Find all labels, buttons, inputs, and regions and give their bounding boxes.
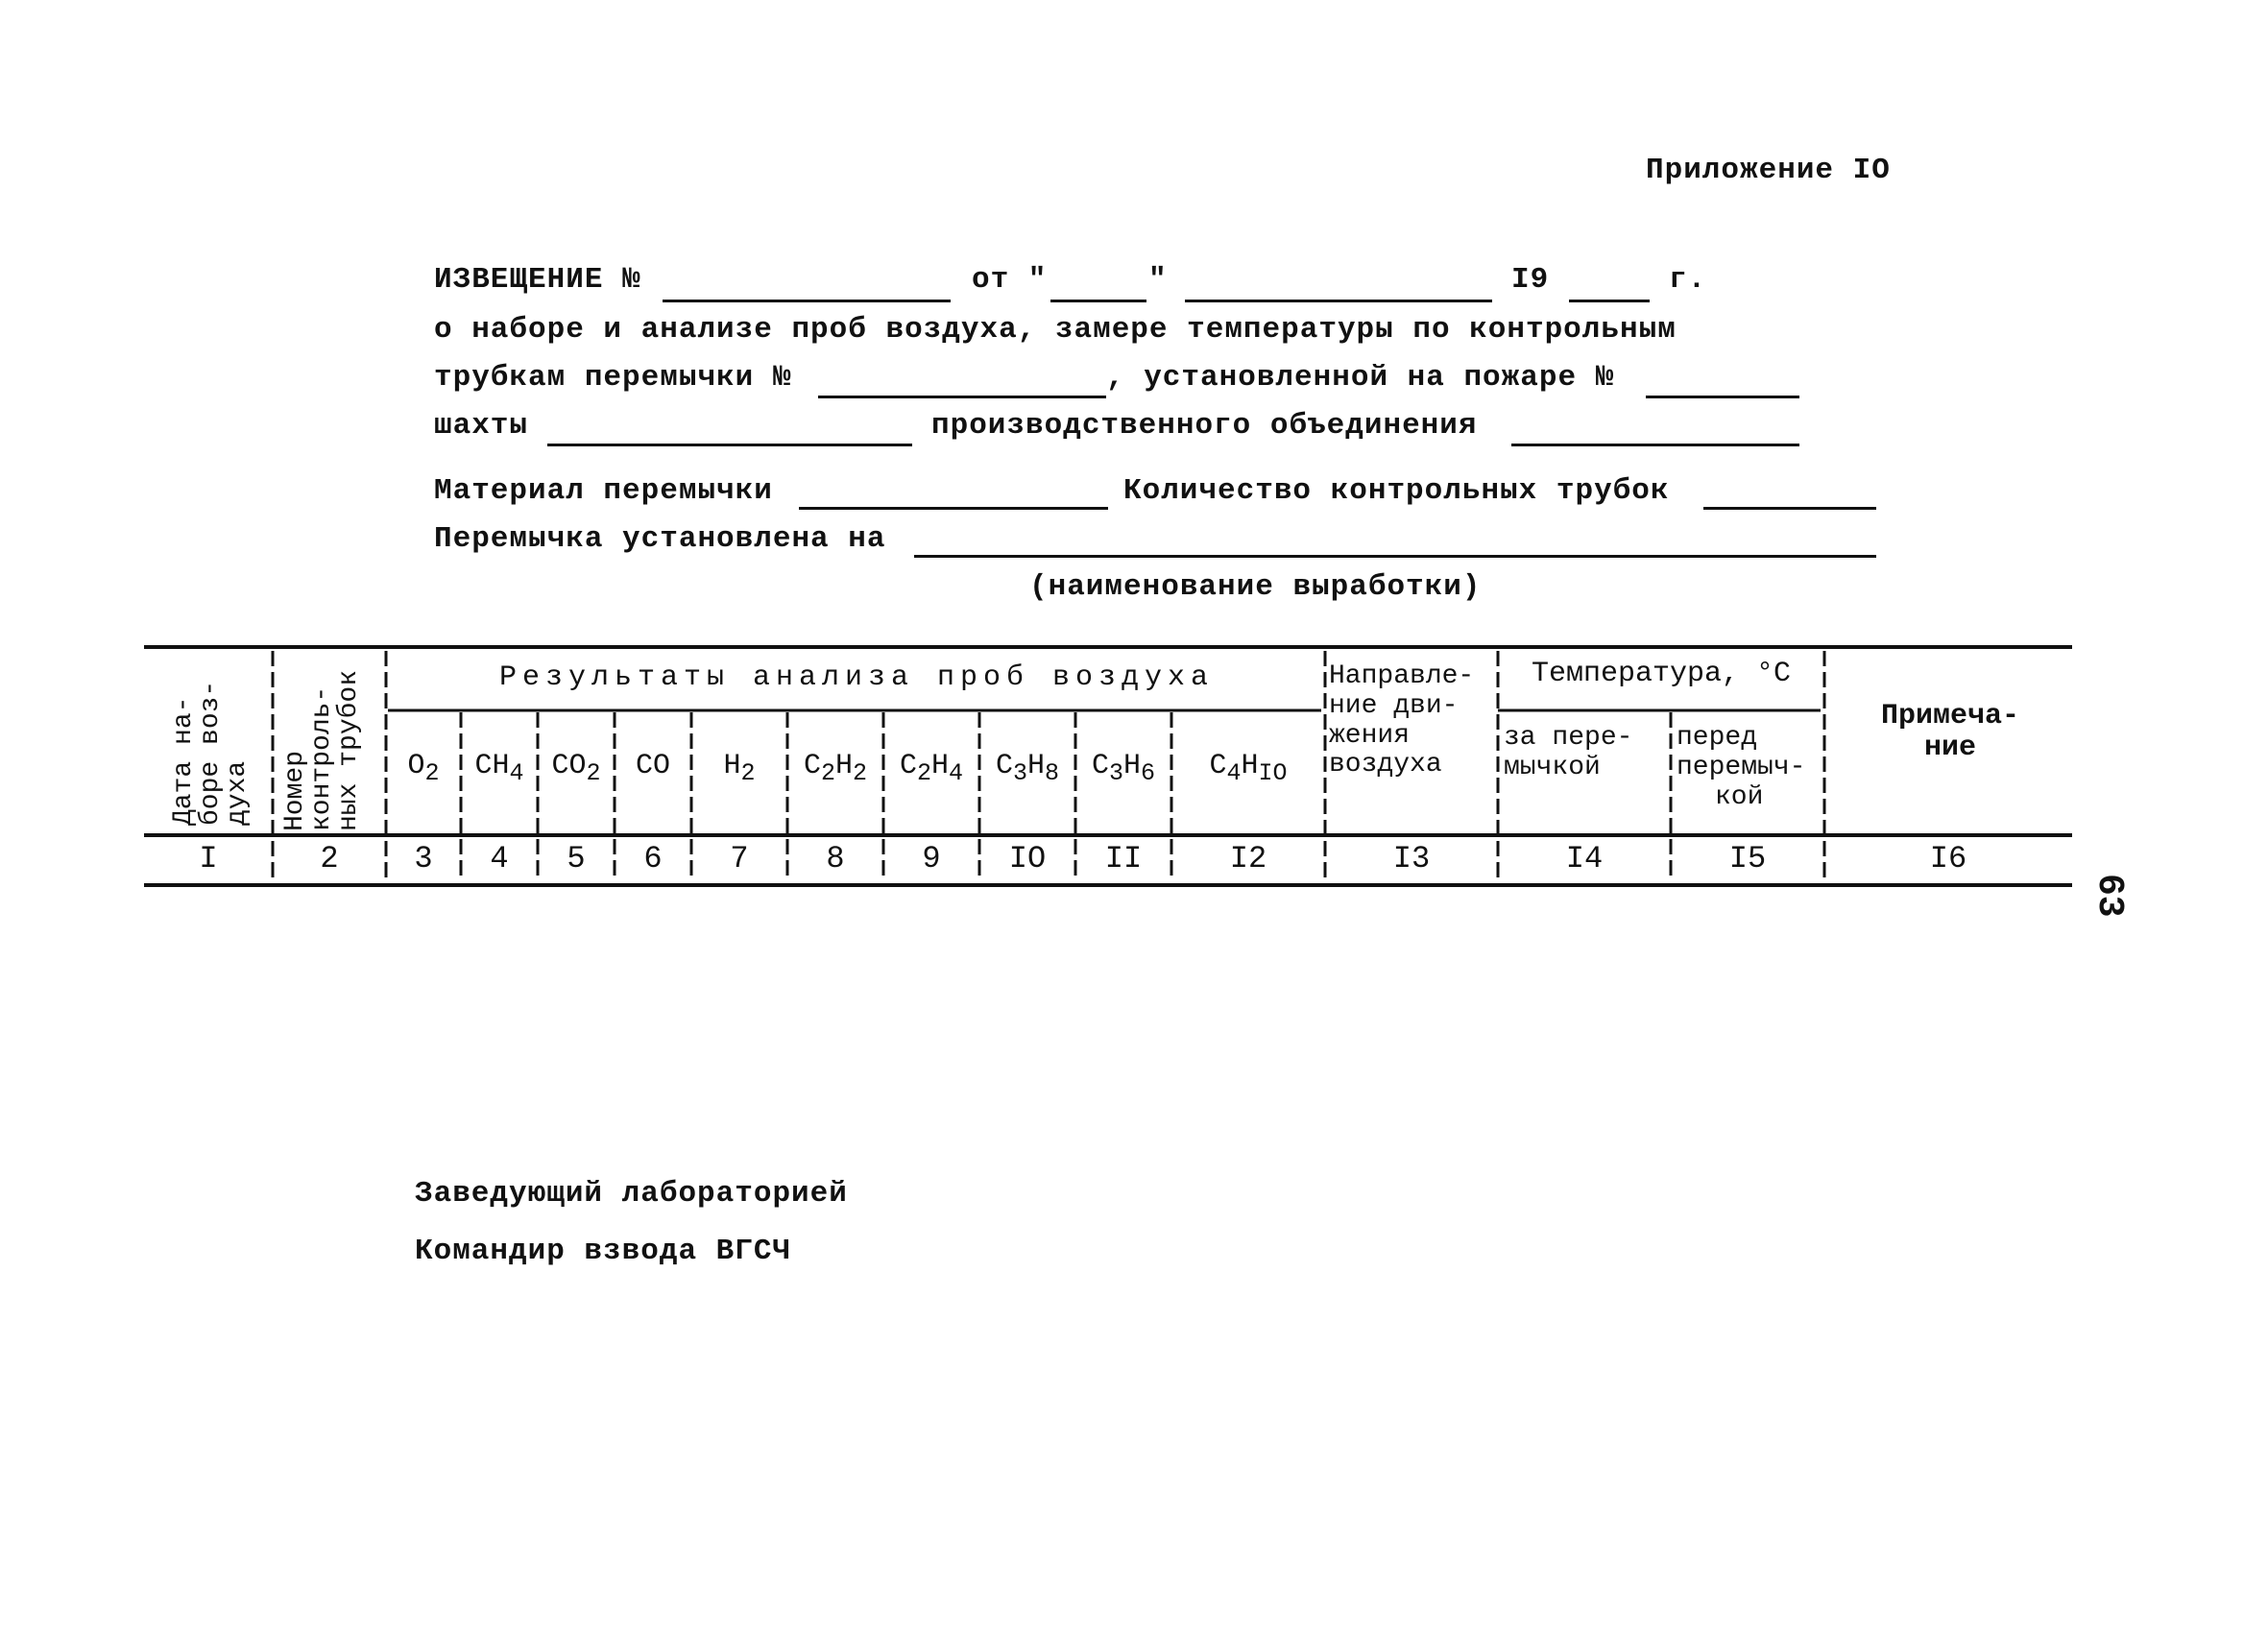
column-number-2: 2 xyxy=(320,841,339,876)
gas-header-3: $CO_2$ xyxy=(551,750,601,787)
mine-label: шахты xyxy=(434,409,529,443)
installed-at-label: Перемычка установлена на xyxy=(434,522,886,556)
gas-header-2: $CH_4$ xyxy=(474,750,524,787)
fire-label: , установленной на пожаре № xyxy=(1106,361,1615,395)
notice-subject-line: о наборе и анализе проб воздуха, замере температуры по контрольным xyxy=(434,313,1677,347)
col-air-direction-header: Направле- ние дви- жения воздуха xyxy=(1329,661,1475,780)
gas-header-1: $O_2$ xyxy=(407,750,440,787)
column-number-14: I4 xyxy=(1565,841,1604,876)
gas-header-8: $C_3H_8$ xyxy=(995,750,1060,787)
air-analysis-group-header: Результаты анализа проб воздуха xyxy=(498,661,1215,694)
association-label: производственного объединения xyxy=(931,409,1478,443)
installed-at-caption: (наименование выработки) xyxy=(1029,570,1482,604)
gas-header-10: $C_4H_{IO}$ xyxy=(1209,750,1288,787)
column-number-9: 9 xyxy=(922,841,941,876)
notice-year-prefix: I9 xyxy=(1511,263,1550,297)
tubes-count-label: Количество контрольных трубок xyxy=(1123,474,1670,508)
column-number-8: 8 xyxy=(826,841,845,876)
column-number-5: 5 xyxy=(567,841,586,876)
bulkhead-label: трубкам перемычки № xyxy=(434,361,792,395)
notice-close-quote: " xyxy=(1148,263,1168,297)
column-number-4: 4 xyxy=(490,841,509,876)
page-number: 63 xyxy=(2088,874,2130,918)
column-number-15: I5 xyxy=(1728,841,1767,876)
notice-year-suffix: г. xyxy=(1669,263,1707,297)
gas-header-4: CO xyxy=(635,750,670,782)
material-label: Материал перемычки xyxy=(434,474,773,508)
column-number-3: 3 xyxy=(414,841,433,876)
col-tube-number-header: Номер контроль- ных трубок xyxy=(280,669,364,831)
notice-title: ИЗВЕЩЕНИЕ № xyxy=(434,263,641,297)
notice-from-label: от " xyxy=(972,263,1048,297)
temperature-group-header: Температура, °C xyxy=(1531,658,1792,690)
gas-header-9: $C_3H_6$ xyxy=(1091,750,1156,787)
platoon-commander-signature-label: Командир взвода ВГСЧ xyxy=(415,1235,792,1268)
gas-header-7: $C_2H_4$ xyxy=(899,750,964,787)
column-number-1: I xyxy=(199,841,218,876)
gas-header-5: $H_2$ xyxy=(723,750,756,787)
appendix-label: Приложение IO xyxy=(1646,154,1891,187)
column-number-12: I2 xyxy=(1229,841,1267,876)
gas-header-6: $C_2H_2$ xyxy=(803,750,868,787)
col-before-bulkhead-header: перед перемыч- кой xyxy=(1677,723,1806,812)
lab-head-signature-label: Заведующий лабораторией xyxy=(415,1177,848,1211)
column-number-10: IO xyxy=(1008,841,1047,876)
column-number-7: 7 xyxy=(730,841,749,876)
column-number-16: I6 xyxy=(1929,841,1967,876)
column-number-6: 6 xyxy=(643,841,663,876)
column-number-13: I3 xyxy=(1392,841,1431,876)
col-date-header: Дата на- боре воз- духа xyxy=(169,680,253,826)
col-behind-bulkhead-header: за пере- мычкой xyxy=(1504,723,1633,782)
column-number-11: II xyxy=(1104,841,1143,876)
col-note-header: Примеча- ние xyxy=(1880,700,2020,764)
